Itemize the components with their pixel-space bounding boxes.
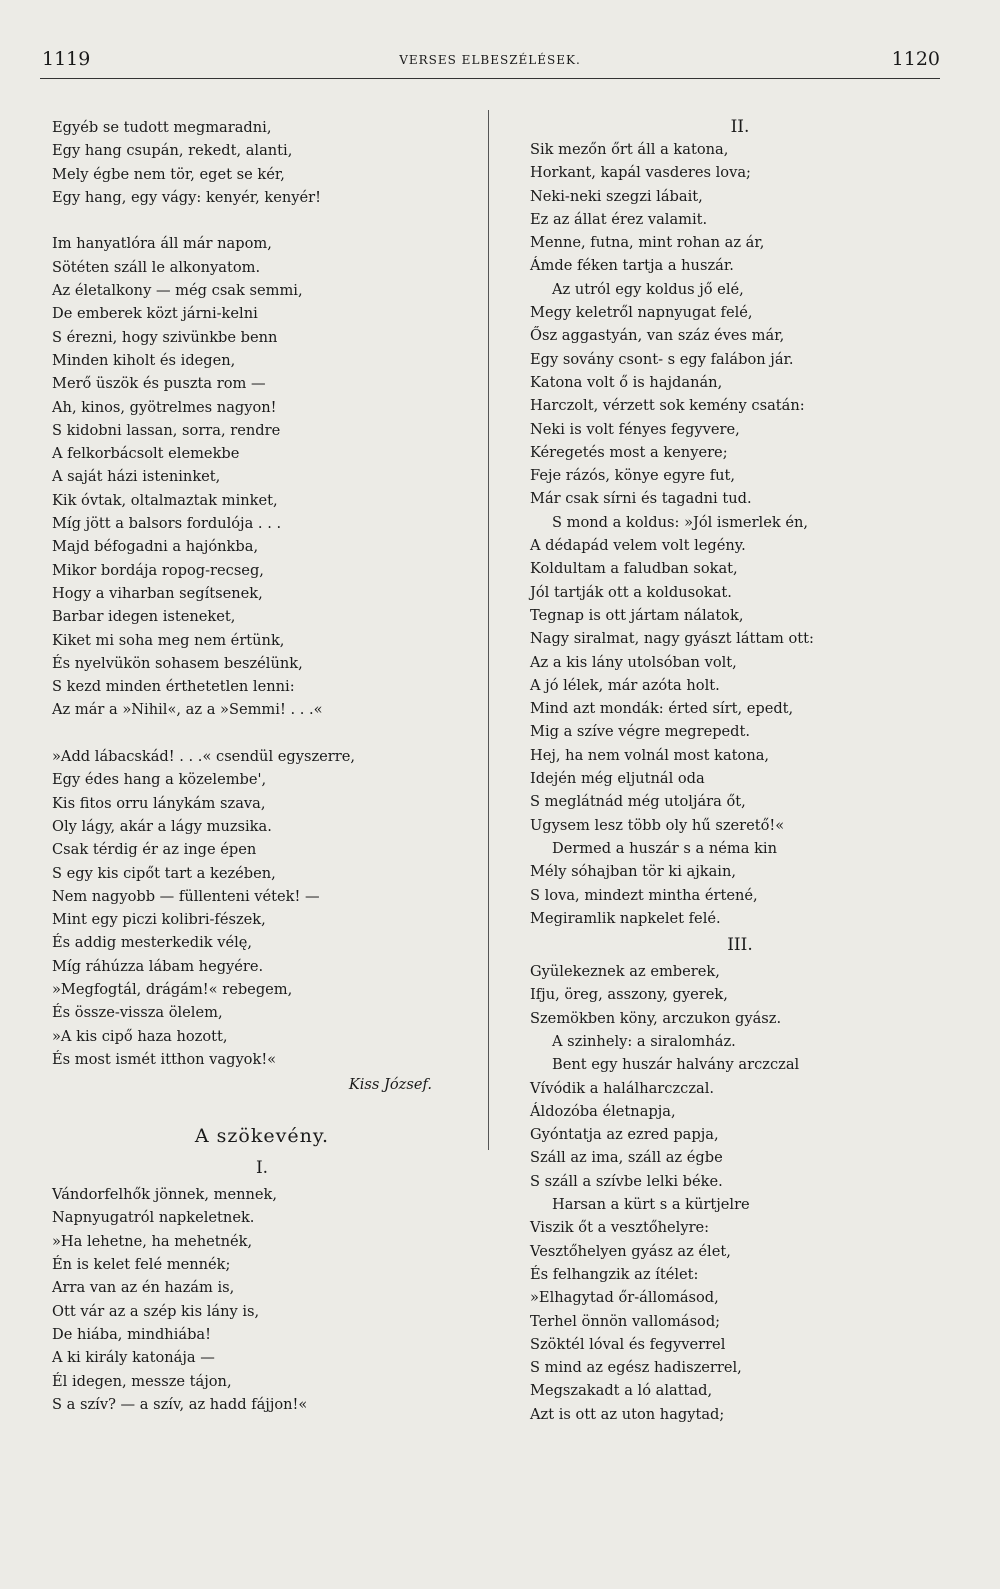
poem-line: Mikor bordája ropog-recseg, xyxy=(52,561,264,579)
poem-line: Katona volt ő is hajdanán, xyxy=(530,373,723,391)
poem-line: Menne, futna, mint rohan az ár, xyxy=(530,234,765,252)
poem-line: S száll a szívbe lelki béke. xyxy=(530,1172,723,1190)
poem-line: S kidobni lassan, sorra, rendre xyxy=(52,421,281,439)
poem-line: S lova, mindezt mintha értené, xyxy=(530,886,758,904)
section-heading: I. xyxy=(255,1158,269,1179)
page-header xyxy=(40,44,940,74)
poem-line: Mint egy piczi kolibri-fészek, xyxy=(52,911,266,929)
poem-line: Míg ráhúzza lábam hegyére. xyxy=(52,957,264,975)
poem-line: Csak térdig ér az inge épen xyxy=(52,841,257,859)
poem-line: Egy hang, egy vágy: kenyér, kenyér! xyxy=(52,188,321,206)
poem-line: Mig a szíve végre megrepedt. xyxy=(530,723,751,741)
poem-line: Sik mezőn őrt áll a katona, xyxy=(530,141,729,158)
poem-line: Kik óvtak, oltalmaztak minket, xyxy=(52,491,278,509)
poem-line: Megszakadt a ló alattad, xyxy=(530,1382,713,1400)
poem-line: Vívódik a halálharczczal. xyxy=(530,1079,715,1097)
stanza xyxy=(52,1183,472,1416)
poem-line: Harczolt, vérzett sok kemény csatán: xyxy=(530,397,805,415)
poem-line: És addig mesterkedik vélę, xyxy=(52,934,253,952)
left-column xyxy=(52,116,472,1416)
poem-line: Napnyugatról napkeletnek. xyxy=(52,1209,255,1227)
poem-line: Ott vár az a szép kis lány is, xyxy=(52,1302,260,1320)
poem-line: Terhel önnön vallomásod; xyxy=(530,1312,721,1330)
poem-line: Sötéten száll le alkonyatom. xyxy=(52,258,261,276)
poem-line: És most ismét itthon vagyok!« xyxy=(52,1050,277,1068)
poem-line: Jól tartják ott a koldusokat. xyxy=(530,583,732,601)
poem-line: Gyóntatja az ezred papja, xyxy=(530,1126,719,1144)
poem-line: És nyelvükön sohasem beszélünk, xyxy=(52,654,303,672)
poem-line: Nem nagyobb — füllenteni vétek! — xyxy=(52,887,320,905)
poem-line: Minden kiholt és idegen, xyxy=(52,351,236,369)
poem-line: Hej, ha nem volnál most katona, xyxy=(530,746,770,764)
poem-line: »Add lábacskád! . . .« csendül egyszerre, xyxy=(52,748,356,766)
page-number-right: 1120 xyxy=(891,48,940,70)
poem-line: Szöktél lóval és fegyverrel xyxy=(530,1335,726,1353)
poem-line: A felkorbácsolt elemekbe xyxy=(52,445,240,463)
poem-line: Mind azt mondák: érted sírt, epedt, xyxy=(530,700,794,718)
poem-line: Dermed a huszár s a néma kin xyxy=(552,839,777,857)
poem-line: Én is kelet felé mennék; xyxy=(52,1256,231,1274)
poem-line: Míg jött a balsors fordulója . . . xyxy=(52,515,282,533)
poem-line: És felhangzik az ítélet: xyxy=(530,1265,699,1283)
poem-line: »Ha lehetne, ha mehetnék, xyxy=(52,1232,253,1250)
poem-line: A jó lélek, már azóta holt. xyxy=(530,676,720,694)
poem-line: Kiket mi soha meg nem értünk, xyxy=(52,631,285,649)
poem-line: Ez az állat érez valamit. xyxy=(530,210,708,228)
poem-line: Az életalkony — még csak semmi, xyxy=(52,282,303,300)
poem-line: S mind az egész hadiszerrel, xyxy=(530,1359,742,1377)
poem-line: Azt is ott az uton hagytad; xyxy=(530,1405,725,1423)
stanza xyxy=(52,232,472,721)
poem-line: Megiramlik napkelet felé. xyxy=(530,909,721,927)
poem-title: A szökevény. xyxy=(194,1125,330,1148)
poem-line: Mely égbe nem tör, eget se kér, xyxy=(52,165,285,183)
poem-line: Barbar idegen isteneket, xyxy=(52,608,236,626)
poem-line: Mély sóhajban tör ki ajkain, xyxy=(530,863,737,881)
poem-line: Már csak sírni és tagadni tud. xyxy=(530,490,752,508)
poem-line: Ámde féken tartja a huszár. xyxy=(530,257,734,275)
poem-line: Él idegen, messze tájon, xyxy=(52,1372,232,1390)
poem-line: S mond a koldus: »Jól ismerlek én, xyxy=(552,513,809,531)
poem-line: De emberek közt járni-kelni xyxy=(52,305,258,323)
poem-line: Megy keletről napnyugat felé, xyxy=(530,304,753,322)
poem-line: Hogy a viharban segítsenek, xyxy=(52,584,263,602)
poem-line: A saját házi isteninket, xyxy=(52,468,221,486)
poem-line: Vesztőhelyen gyász az élet, xyxy=(530,1242,731,1260)
poem-line: Kéregetés most a kenyere; xyxy=(530,443,728,461)
poem-line: Gyülekeznek az emberek, xyxy=(530,963,720,981)
poem-line: Egyéb se tudott megmaradni, xyxy=(52,119,272,136)
poem-line: Bent egy huszár halvány arczczal xyxy=(552,1056,800,1074)
stanza xyxy=(52,116,472,209)
poem-line: Harsan a kürt s a kürtjelre xyxy=(552,1196,750,1214)
poem-line: Az a kis lány utolsóban volt, xyxy=(530,653,737,671)
author-signature: Kiss József. xyxy=(348,1076,432,1094)
stanza xyxy=(530,960,950,1426)
poem-line: Neki is volt fényes fegyvere, xyxy=(530,420,740,438)
poem-line: A szinhely: a siralomház. xyxy=(552,1032,736,1050)
poem-line: Az utról egy koldus jő elé, xyxy=(552,280,744,298)
poem-line: Egy édes hang a közelembe', xyxy=(52,771,267,789)
header-rule xyxy=(40,78,940,79)
poem-line: Tegnap is ott jártam nálatok, xyxy=(530,606,744,624)
poem-line: Áldozóba életnapja, xyxy=(530,1102,676,1120)
poem-line: S kezd minden érthetetlen lenni: xyxy=(52,678,295,696)
poem-line: S egy kis cipőt tart a kezében, xyxy=(52,864,276,882)
poem-line: Arra van az én hazám is, xyxy=(52,1279,235,1297)
stanza xyxy=(52,745,472,1071)
poem-line: Viszik őt a vesztőhelyre: xyxy=(530,1219,710,1237)
poem-line: S a szív? — a szív, az hadd fájjon!« xyxy=(52,1395,308,1413)
poem-line: Koldultam a faludban sokat, xyxy=(530,560,738,578)
poem-line: Vándorfelhők jönnek, mennek, xyxy=(52,1186,278,1204)
poem-line: Ősz aggastyán, van száz éves már, xyxy=(530,327,785,345)
poem-line: Az már a »Nihil«, az a »Semmi! . . .« xyxy=(52,701,323,719)
poem-line: A ki király katonája — xyxy=(52,1349,215,1367)
right-column xyxy=(530,116,950,1426)
poem-line: Egy sovány csont- s egy falábon jár. xyxy=(530,350,794,368)
poem-line: Nagy siralmat, nagy gyászt láttam ott: xyxy=(530,630,814,648)
poem-line: A dédapád velem volt legény. xyxy=(530,537,746,555)
poem-line: Neki-neki szegzi lábait, xyxy=(530,187,703,205)
page-number-left: 1119 xyxy=(42,48,91,70)
column-divider xyxy=(488,110,489,1150)
poem-line: Im hanyatlóra áll már napom, xyxy=(52,235,272,253)
poem-line: »Elhagytad őr-állomásod, xyxy=(530,1289,719,1307)
poem-line: Horkant, kapál vasderes lova; xyxy=(530,164,751,182)
poem-line: »Megfogtál, drágám!« rebegem, xyxy=(52,980,293,998)
stanza xyxy=(530,138,950,930)
poem-line: Egy hang csupán, rekedt, alanti, xyxy=(52,142,293,160)
running-head: VERSES ELBESZÉLÉSEK. xyxy=(399,53,581,67)
poem-line: Ugysem lesz több oly hű szerető!« xyxy=(530,816,785,834)
poem-line: »A kis cipő haza hozott, xyxy=(52,1027,228,1045)
poem-line: Kis fitos orru lánykám szava, xyxy=(52,794,266,812)
poem-line: Oly lágy, akár a lágy muzsika. xyxy=(52,817,272,835)
poem-line: Ifju, öreg, asszony, gyerek, xyxy=(530,986,728,1004)
poem-line: De hiába, mindhiába! xyxy=(52,1325,211,1343)
poem-line: S meglátnád még utoljára őt, xyxy=(530,793,746,811)
poem-line: Merő üszök és puszta rom — xyxy=(52,375,266,393)
poem-line: S érezni, hogy szivünkbe benn xyxy=(52,328,278,346)
poem-line: Száll az ima, száll az égbe xyxy=(530,1149,723,1167)
poem-line: Feje rázós, könye egyre fut, xyxy=(530,467,736,485)
poem-line: Szemökben köny, arczukon gyász. xyxy=(530,1009,782,1027)
poem-line: Majd béfogadni a hajónkba, xyxy=(52,538,259,556)
section-heading: II. xyxy=(730,117,750,137)
poem-line: Ah, kinos, gyötrelmes nagyon! xyxy=(52,398,277,416)
section-heading: III. xyxy=(727,935,753,956)
poem-line: Idején még eljutnál oda xyxy=(530,770,705,788)
poem-line: És össze-vissza ölelem, xyxy=(52,1004,223,1022)
